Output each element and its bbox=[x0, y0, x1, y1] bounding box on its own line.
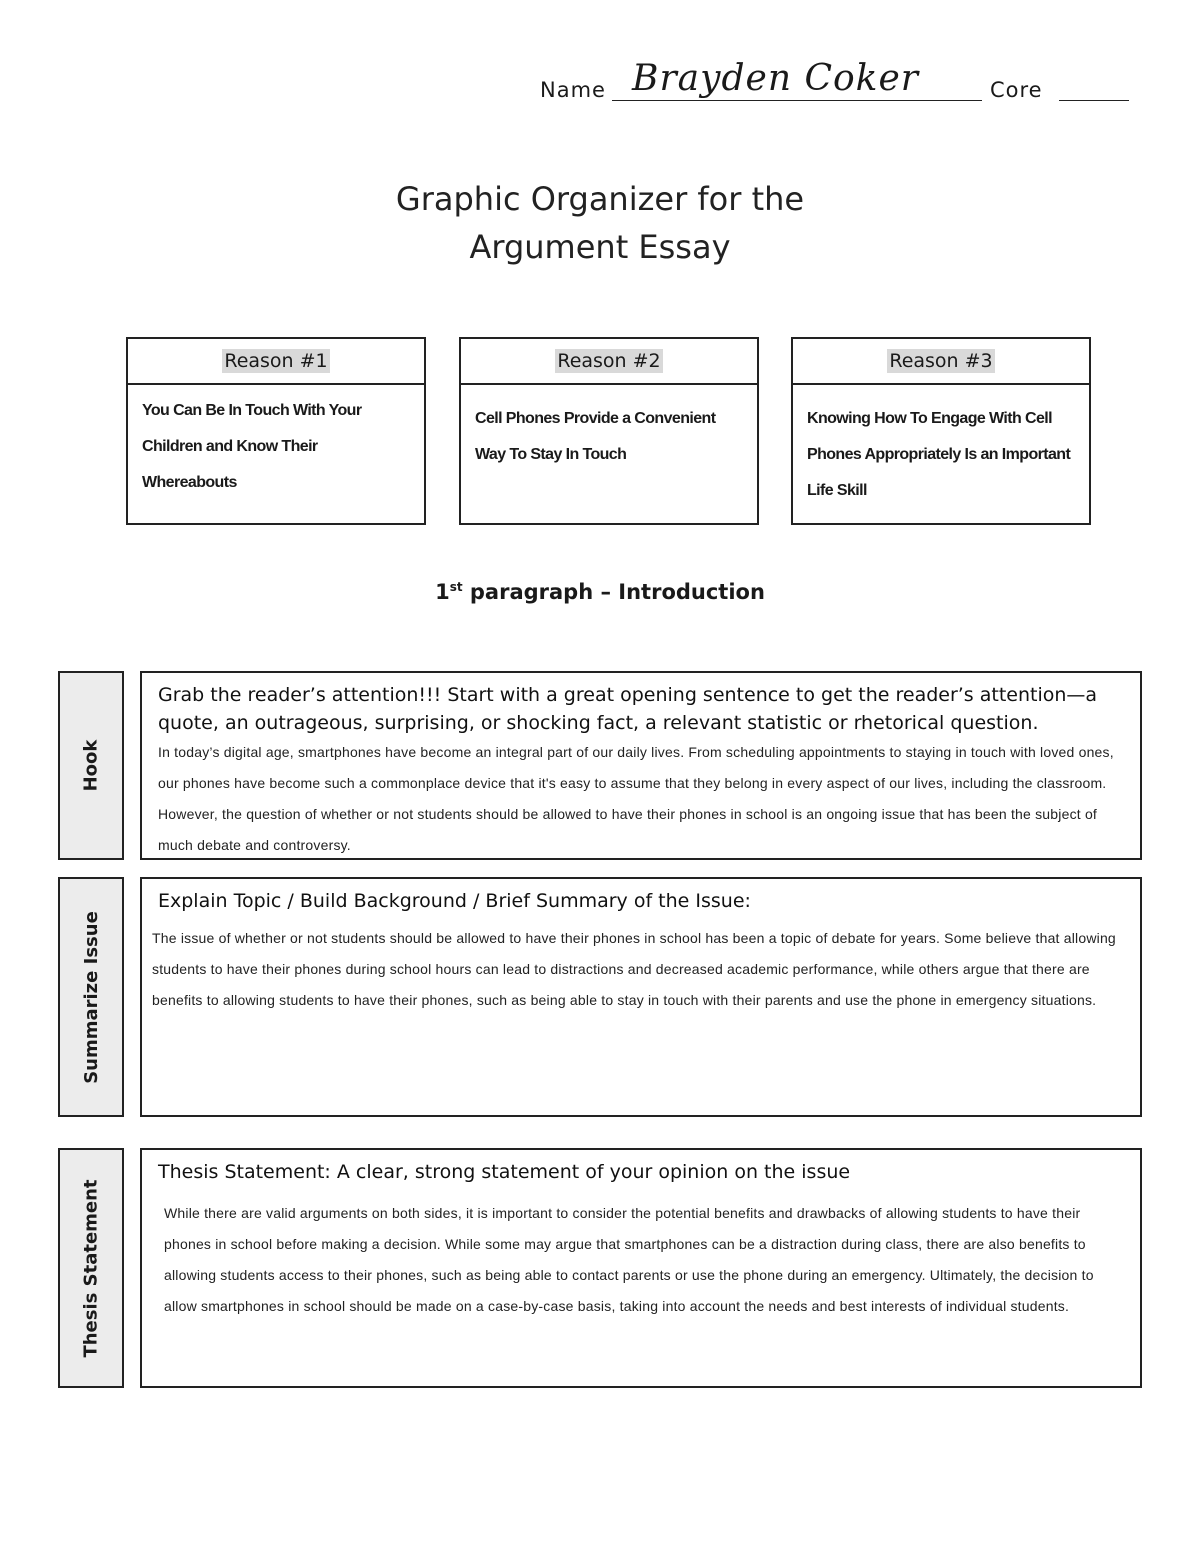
summarize-heading: Explain Topic / Build Background / Brief Summary of the Issue: bbox=[158, 890, 751, 912]
hook-text: In today’s digital age, smartphones have become an integral part of our daily lives. From scheduling appointments to staying in touch with loved ones, our phones have become such a commonplace device that it's easy to assume that they belong in every aspect of our lives, including the classroom. However, the question of whether or not students should be allowed to have their phones in school is an ongoing issue that has been the subject of much debate and controversy. bbox=[158, 744, 1114, 853]
reason-box-1 bbox=[126, 337, 426, 525]
paragraph-ordinal: st bbox=[449, 580, 463, 594]
name-core-row bbox=[540, 58, 1140, 108]
reason-box-3 bbox=[791, 337, 1091, 525]
reason-box-2 bbox=[459, 337, 759, 525]
reason-header bbox=[461, 339, 757, 385]
thesis-text: While there are valid arguments on both sides, it is important to consider the potential benefits and drawbacks of allowing students to have their phones in school before making a decision. While some may argue that smartphones can be a distraction during class, there are also benefits to allowing students access to their phones, such as being able to contact parents or use the phone during an emergency. Ultimately, the decision to allow smartphones in school should be made on a case-by-case basis, taking into account the needs and best interests of individual students. bbox=[164, 1205, 1094, 1314]
paragraph-number: 1 bbox=[435, 580, 450, 604]
hook-panel bbox=[140, 671, 1142, 860]
reason-header bbox=[128, 339, 424, 385]
name-underline bbox=[612, 100, 982, 101]
core-underline bbox=[1059, 100, 1129, 101]
reason-text: Cell Phones Provide a Convenient Way To Stay In Touch bbox=[475, 410, 716, 463]
side-label-text: Thesis Statement bbox=[80, 1178, 102, 1358]
reason-text: Knowing How To Engage With Cell Phones Appropriately Is an Important Life Skill bbox=[807, 410, 1071, 499]
summarize-panel bbox=[140, 877, 1142, 1117]
thesis-heading: Thesis Statement: A clear, strong statement of your opinion on the issue bbox=[158, 1161, 851, 1183]
reason-heading: Reason #2 bbox=[557, 350, 661, 372]
title-line-1: Graphic Organizer for the bbox=[395, 180, 805, 218]
thesis-side-label bbox=[58, 1148, 124, 1388]
title-line-2: Argument Essay bbox=[469, 228, 731, 266]
page-title bbox=[300, 175, 900, 271]
reason-heading: Reason #1 bbox=[224, 350, 328, 372]
reason-heading: Reason #3 bbox=[889, 350, 993, 372]
name-label: Name bbox=[540, 78, 606, 102]
core-label: Core bbox=[990, 78, 1043, 102]
hook-side-label bbox=[58, 671, 124, 860]
summarize-side-label bbox=[58, 877, 124, 1117]
paragraph-title bbox=[300, 580, 900, 604]
side-label-text: Hook bbox=[80, 739, 102, 792]
thesis-panel bbox=[140, 1148, 1142, 1388]
summarize-text: The issue of whether or not students should be allowed to have their phones in school has been a topic of debate for years. Some believe that allowing students to have their phones during school hours can lead to distractions and decreased academic performance, while others argue that there are benefits to allowing students to have their phones, such as being able to stay in touch with their parents and use the phone in emergency situations. bbox=[152, 930, 1116, 1008]
paragraph-label: paragraph – Introduction bbox=[462, 580, 765, 604]
student-name: Brayden Coker bbox=[632, 58, 919, 99]
reason-text: You Can Be In Touch With Your Children and Know Their Whereabouts bbox=[142, 402, 362, 491]
reason-header bbox=[793, 339, 1089, 385]
hook-heading: Grab the reader’s attention!!! Start with a great opening sentence to get the reader’s attention—a quote, an outrageous, surprising, or shocking fact, a relevant statistic or rhetorical question. bbox=[158, 684, 1098, 734]
side-label-text: Summarize Issue bbox=[80, 910, 102, 1084]
